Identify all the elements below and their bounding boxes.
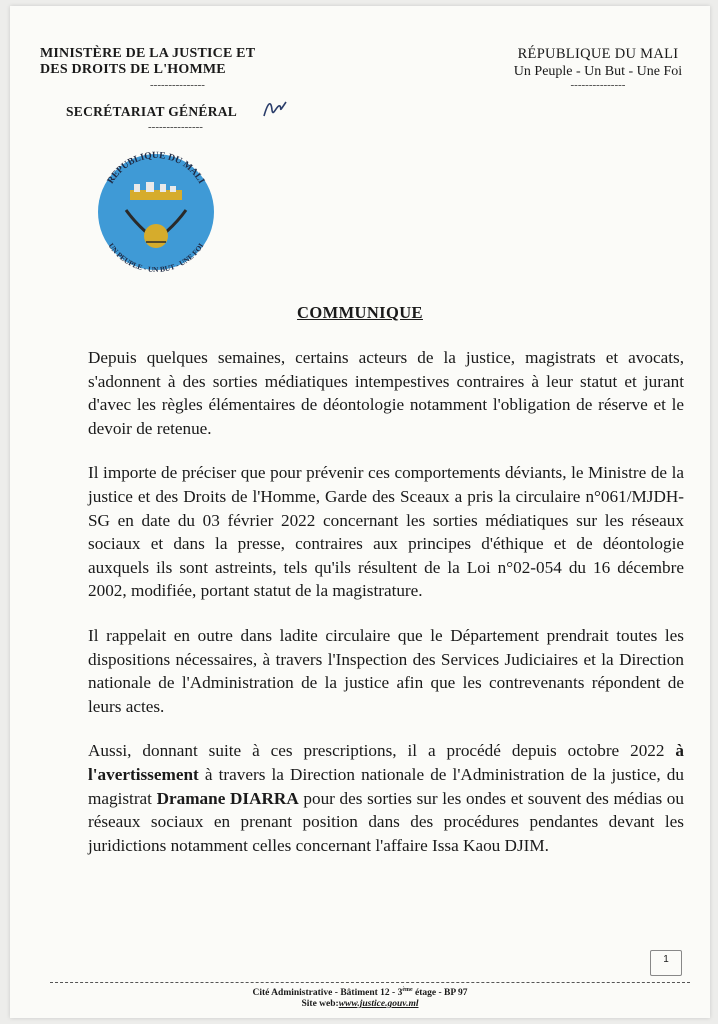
- p4-text-b: à travers la Direction nationale de l'Administration de la justice, du magistrat: [88, 764, 684, 808]
- secretariat-divider: ---------------: [148, 121, 203, 133]
- footer-address-sup: ème: [402, 987, 413, 993]
- ministry-line-1: MINISTÈRE DE LA JUSTICE ET: [40, 46, 256, 61]
- footer-site-label: Site web:: [301, 999, 339, 1010]
- secretariat-general: [66, 104, 300, 120]
- ministry-divider: ---------------: [150, 79, 205, 91]
- footer-site-link[interactable]: www.justice.gouv.ml: [338, 999, 419, 1010]
- ministry-line-2: DES DROITS DE L'HOMME: [40, 62, 226, 77]
- p4-bold-name: Dramane DIARRA: [156, 788, 299, 808]
- seal-top-text-path: REPUBLIQUE DU MALI: [106, 150, 207, 186]
- document-page: [10, 6, 710, 1018]
- p4-text-a: Aussi, donnant suite à ces prescriptions, il a procédé depuis octobre 2022: [88, 741, 676, 761]
- title-text: COMMUNIQUE: [297, 303, 423, 322]
- ministry-name: [40, 46, 300, 78]
- secretariat-label: SECRÉTARIAT GÉNÉRAL: [66, 104, 238, 119]
- seal-bottom-text-path: UN PEUPLE - UN BUT - UNE FOI: [106, 241, 206, 275]
- republic-header: [498, 46, 698, 90]
- paragraph-2: Il importe de préciser que pour prévenir ces comportements déviants, le Ministre de la justice et des Droits de l'Homme, Garde des Sceaux a pris la circulaire n°061/MJDH-SG en date du 03 février 2022 concernant les sorties médiatiques sur les réseaux sociaux et dans la presse, contraires aux principes d'éthique et de déontologie auxquels ils sont astreints, tels qu'ils résultent de la Loi n°02-054 du 16 décembre 2002, modifiée, portant statut de la magistrature.: [88, 463, 684, 601]
- document-title: [10, 303, 710, 323]
- republic-divider: ---------------: [570, 79, 626, 91]
- paragraph-1: Depuis quelques semaines, certains acteurs de la justice, magistrats et avocats, s'adonnent à des sorties médiatiques intempestives contraires à leur statut et jurant d'avec les règles élémentaires de déontologie notamment l'obligation de réserve et le devoir de retenue.: [88, 348, 684, 438]
- ministry-header: [40, 46, 300, 132]
- national-motto: Un Peuple - Un But - Une Foi: [513, 64, 683, 79]
- signature-mark: [262, 98, 288, 120]
- footer-address-pre: Cité Administrative - Bâtiment 12 - 3: [252, 988, 403, 999]
- coat-of-arms-seal: [86, 146, 226, 276]
- footer: [10, 985, 710, 1010]
- p4-text-c: pour des sorties sur les ondes et souvent des médias ou réseaux sociaux en prenant position dans des procédures pendantes devant les juridictions notamment celles concernant l'affaire Issa Kaou DJIM.: [88, 788, 684, 855]
- seal-sun: [144, 224, 168, 248]
- page-number: 1: [650, 950, 682, 976]
- footer-address: [10, 985, 710, 999]
- p4-bold-warning: à l'avertissement: [88, 741, 684, 784]
- footer-divider: [50, 982, 690, 983]
- paragraph-4: [88, 739, 684, 857]
- communique-body: [88, 346, 684, 878]
- republic-name: RÉPUBLIQUE DU MALI: [517, 46, 679, 62]
- footer-address-post: étage - BP 97: [412, 988, 468, 999]
- footer-website: [10, 999, 710, 1010]
- paragraph-3: Il rappelait en outre dans ladite circulaire que le Département prendrait toutes les dispositions nécessaires, à travers l'Inspection des Services Judiciaires et la Direction nationale de l'Administration de la justice afin que les contrevenants répondent de leurs actes.: [88, 625, 684, 716]
